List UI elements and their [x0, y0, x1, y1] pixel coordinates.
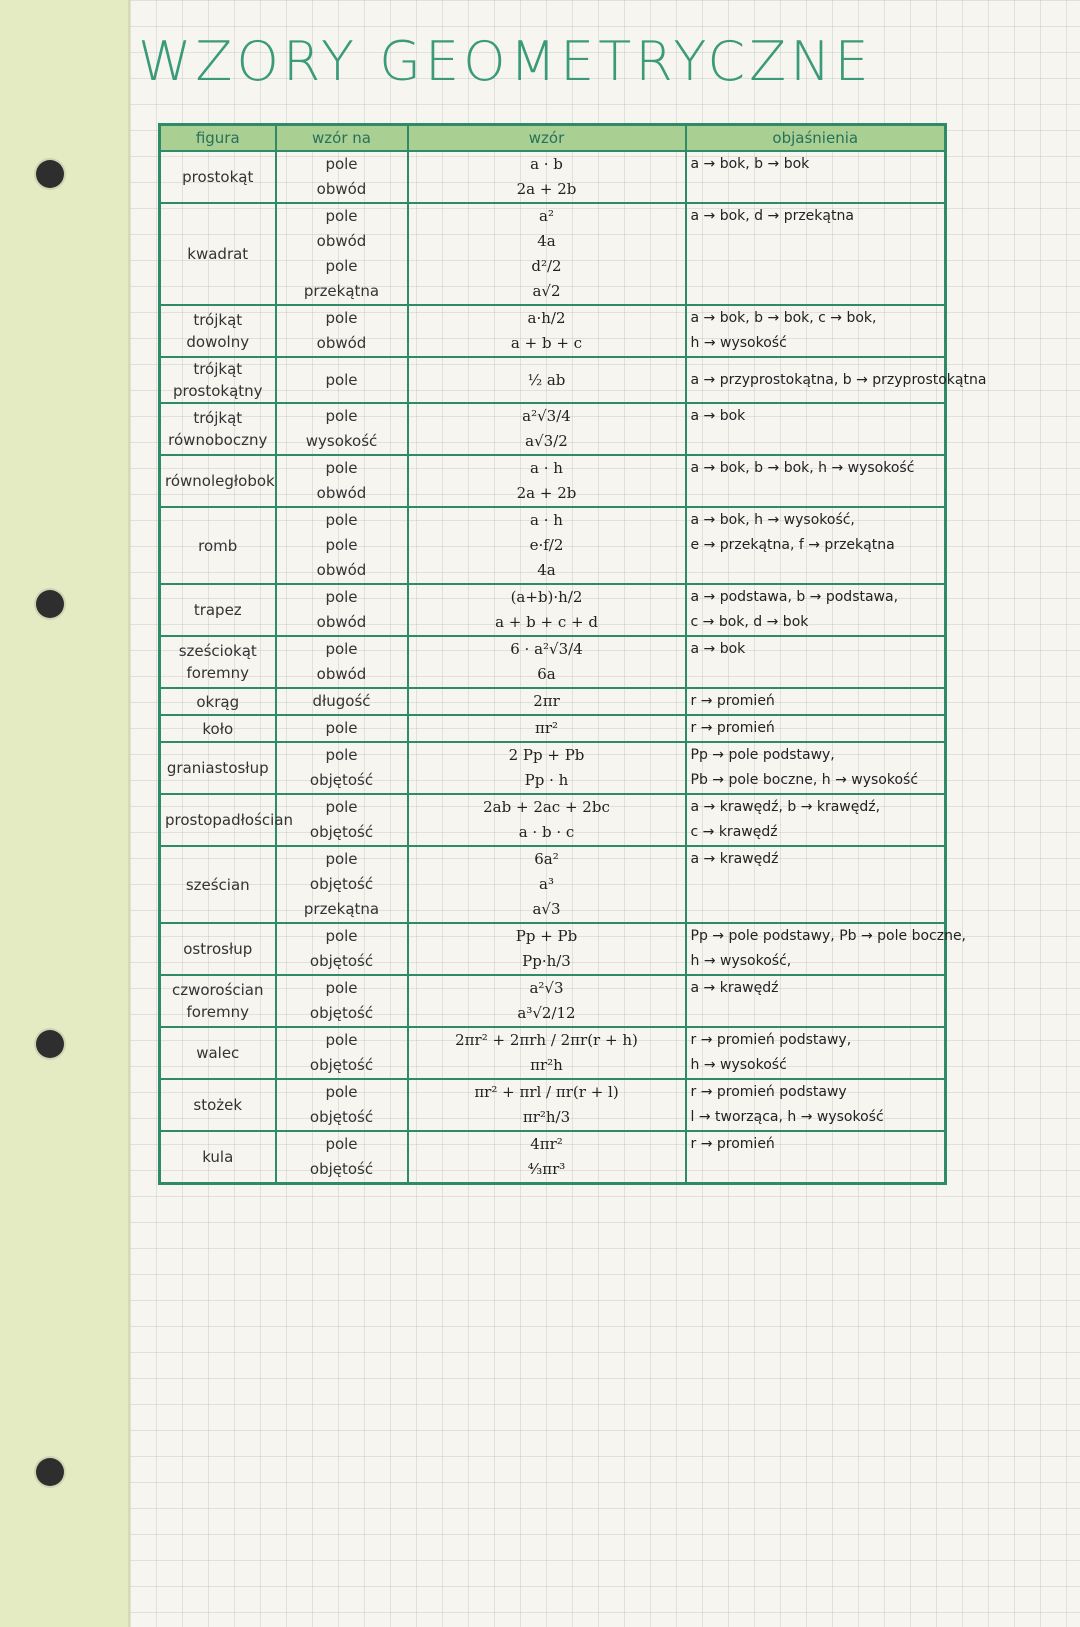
explanation: Pp → pole podstawy, Pb → pole boczne, — [686, 923, 946, 949]
formula-for: objętość — [276, 1053, 408, 1079]
figure-name: romb — [160, 507, 276, 584]
formula: a + b + c — [408, 331, 686, 357]
table-row — [160, 742, 946, 768]
explanation: a → bok — [686, 403, 946, 429]
formula: a³ — [408, 872, 686, 897]
formula: a · b · c — [408, 820, 686, 846]
formula-for: pole — [276, 794, 408, 820]
formula-for: obwód — [276, 558, 408, 584]
formula-for: pole — [276, 151, 408, 177]
formula-for: obwód — [276, 610, 408, 636]
formula-for: pole — [276, 636, 408, 662]
formula-for: pole — [276, 742, 408, 768]
table-row — [160, 715, 946, 742]
table-row — [160, 331, 946, 357]
formula-for: pole — [276, 846, 408, 872]
header-formula-for: wzór na — [276, 125, 408, 152]
table-row — [160, 429, 946, 455]
formula: πr²h/3 — [408, 1105, 686, 1131]
explanation — [686, 177, 946, 203]
figure-name: sześcian — [160, 846, 276, 923]
formula-for: pole — [276, 1131, 408, 1157]
explanation: c → krawędź — [686, 820, 946, 846]
table-row — [160, 1079, 946, 1105]
formula: a · b — [408, 151, 686, 177]
formula: a√2 — [408, 279, 686, 305]
table-row — [160, 533, 946, 558]
table-row — [160, 1131, 946, 1157]
formula-for: obwód — [276, 662, 408, 688]
figure-name: stożek — [160, 1079, 276, 1131]
formula: a²√3 — [408, 975, 686, 1001]
formula-for: pole — [276, 403, 408, 429]
table-row — [160, 1001, 946, 1027]
explanation: c → bok, d → bok — [686, 610, 946, 636]
explanation: a → podstawa, b → podstawa, — [686, 584, 946, 610]
formula: 6a² — [408, 846, 686, 872]
table-row — [160, 403, 946, 429]
explanation: a → krawędź, b → krawędź, — [686, 794, 946, 820]
table-row — [160, 507, 946, 533]
explanation: a → bok, d → przekątna — [686, 203, 946, 229]
explanation: l → tworząca, h → wysokość — [686, 1105, 946, 1131]
formula: a·h/2 — [408, 305, 686, 331]
table-row — [160, 357, 946, 403]
explanation — [686, 429, 946, 455]
figure-name: walec — [160, 1027, 276, 1079]
formula: a · h — [408, 455, 686, 481]
explanation: r → promień podstawy — [686, 1079, 946, 1105]
formula: 2πr — [408, 688, 686, 715]
formula: 4πr² — [408, 1131, 686, 1157]
formula: ½ ab — [408, 357, 686, 403]
table-row — [160, 279, 946, 305]
figure-name: równoległobok — [160, 455, 276, 507]
table-row — [160, 1027, 946, 1053]
table-row — [160, 151, 946, 177]
table-row — [160, 1157, 946, 1184]
header-figure: figura — [160, 125, 276, 152]
formula: d²/2 — [408, 254, 686, 279]
explanation — [686, 229, 946, 254]
formula: 6a — [408, 662, 686, 688]
formula: πr² — [408, 715, 686, 742]
table-row — [160, 203, 946, 229]
figure-name: ostrosłup — [160, 923, 276, 975]
formula: a√3/2 — [408, 429, 686, 455]
formula-table-container — [158, 123, 987, 1185]
table-row — [160, 481, 946, 507]
figure-name: trapez — [160, 584, 276, 636]
table-row — [160, 1105, 946, 1131]
figure-name: trójkąt dowolny — [160, 305, 276, 357]
formula-for: pole — [276, 715, 408, 742]
figure-name: trójkąt prostokątny — [160, 357, 276, 403]
formula: 2 Pp + Pb — [408, 742, 686, 768]
explanation: r → promień — [686, 715, 946, 742]
formula: Pp + Pb — [408, 923, 686, 949]
formula: a²√3/4 — [408, 403, 686, 429]
formula: Pp · h — [408, 768, 686, 794]
explanation — [686, 1157, 946, 1184]
header-explanations: objaśnienia — [686, 125, 946, 152]
formula-for: pole — [276, 584, 408, 610]
formula-for: wysokość — [276, 429, 408, 455]
formula: πr² + πrl / πr(r + l) — [408, 1079, 686, 1105]
binder-hole — [36, 1030, 64, 1058]
explanation: h → wysokość, — [686, 949, 946, 975]
figure-name: trójkąt równoboczny — [160, 403, 276, 455]
explanation — [686, 254, 946, 279]
formula: (a+b)·h/2 — [408, 584, 686, 610]
table-row — [160, 254, 946, 279]
formula-for: objętość — [276, 949, 408, 975]
table-row — [160, 636, 946, 662]
explanation: r → promień — [686, 688, 946, 715]
table-row — [160, 975, 946, 1001]
formula-for: obwód — [276, 331, 408, 357]
explanation — [686, 279, 946, 305]
table-row — [160, 1053, 946, 1079]
formula-for: objętość — [276, 768, 408, 794]
table-row — [160, 610, 946, 636]
explanation: h → wysokość — [686, 1053, 946, 1079]
formula-for: pole — [276, 305, 408, 331]
formula-for: pole — [276, 507, 408, 533]
figure-name: kwadrat — [160, 203, 276, 305]
binder-hole — [36, 590, 64, 618]
formula: πr²h — [408, 1053, 686, 1079]
table-row — [160, 584, 946, 610]
explanation: Pb → pole boczne, h → wysokość — [686, 768, 946, 794]
binder-hole — [36, 1458, 64, 1486]
table-row — [160, 229, 946, 254]
figure-name: koło — [160, 715, 276, 742]
explanation: r → promień podstawy, — [686, 1027, 946, 1053]
header-formula: wzór — [408, 125, 686, 152]
explanation — [686, 662, 946, 688]
formula-for: pole — [276, 254, 408, 279]
figure-name: prostopadłościan — [160, 794, 276, 846]
formula-for: pole — [276, 455, 408, 481]
figure-name: prostokąt — [160, 151, 276, 203]
formula-for: pole — [276, 357, 408, 403]
formula: 2πr² + 2πrh / 2πr(r + h) — [408, 1027, 686, 1053]
formula: 4a — [408, 229, 686, 254]
table-row — [160, 455, 946, 481]
explanation — [686, 481, 946, 507]
formula-for: pole — [276, 1027, 408, 1053]
explanation: e → przekątna, f → przekątna — [686, 533, 946, 558]
formula-for: długość — [276, 688, 408, 715]
explanation — [686, 558, 946, 584]
table-row — [160, 688, 946, 715]
left-margin-strip — [0, 0, 130, 1627]
figure-name: sześciokąt foremny — [160, 636, 276, 688]
explanation: a → bok, b → bok — [686, 151, 946, 177]
formula: a³√2/12 — [408, 1001, 686, 1027]
explanation: a → bok, b → bok, h → wysokość — [686, 455, 946, 481]
formula: e·f/2 — [408, 533, 686, 558]
explanation — [686, 872, 946, 897]
formula-for: pole — [276, 975, 408, 1001]
formula-for: pole — [276, 533, 408, 558]
figure-name: czworościan foremny — [160, 975, 276, 1027]
formula-for: pole — [276, 1079, 408, 1105]
table-row — [160, 794, 946, 820]
explanation — [686, 1001, 946, 1027]
table-row — [160, 923, 946, 949]
explanation: a → bok — [686, 636, 946, 662]
formula: 4a — [408, 558, 686, 584]
explanation: h → wysokość — [686, 331, 946, 357]
formula-for: objętość — [276, 1157, 408, 1184]
formula: 6 · a²√3/4 — [408, 636, 686, 662]
formula-for: objętość — [276, 820, 408, 846]
table-header-row — [160, 125, 946, 152]
formula-for: objętość — [276, 872, 408, 897]
formula-for: obwód — [276, 481, 408, 507]
figure-name: kula — [160, 1131, 276, 1184]
formula: a² — [408, 203, 686, 229]
formula: Pp·h/3 — [408, 949, 686, 975]
table-row — [160, 768, 946, 794]
formula: a + b + c + d — [408, 610, 686, 636]
formula-for: obwód — [276, 177, 408, 203]
explanation: Pp → pole podstawy, — [686, 742, 946, 768]
explanation: r → promień — [686, 1131, 946, 1157]
formula: 2ab + 2ac + 2bc — [408, 794, 686, 820]
formula-table — [158, 123, 987, 1185]
table-row — [160, 949, 946, 975]
table-row — [160, 872, 946, 897]
formula-for: obwód — [276, 229, 408, 254]
table-row — [160, 662, 946, 688]
formula: 2a + 2b — [408, 481, 686, 507]
formula-for: pole — [276, 203, 408, 229]
figure-name: okrąg — [160, 688, 276, 715]
table-row — [160, 305, 946, 331]
formula: ⁴⁄₃πr³ — [408, 1157, 686, 1184]
explanation: a → przyprostokątna, b → przyprostokątna — [686, 357, 946, 403]
formula: a√3 — [408, 897, 686, 923]
table-row — [160, 177, 946, 203]
explanation: a → krawędź — [686, 846, 946, 872]
formula-for: pole — [276, 923, 408, 949]
formula: 2a + 2b — [408, 177, 686, 203]
table-row — [160, 558, 946, 584]
formula-for: przekątna — [276, 279, 408, 305]
formula-for: przekątna — [276, 897, 408, 923]
table-row — [160, 846, 946, 872]
table-row — [160, 897, 946, 923]
binder-hole — [36, 160, 64, 188]
page-title: WZORY GEOMETRYCZNE — [138, 30, 873, 93]
explanation: a → bok, h → wysokość, — [686, 507, 946, 533]
formula: a · h — [408, 507, 686, 533]
explanation — [686, 897, 946, 923]
explanation: a → bok, b → bok, c → bok, — [686, 305, 946, 331]
formula-for: objętość — [276, 1105, 408, 1131]
explanation: a → krawędź — [686, 975, 946, 1001]
formula-for: objętość — [276, 1001, 408, 1027]
figure-name: graniastosłup — [160, 742, 276, 794]
table-body — [160, 151, 987, 1184]
